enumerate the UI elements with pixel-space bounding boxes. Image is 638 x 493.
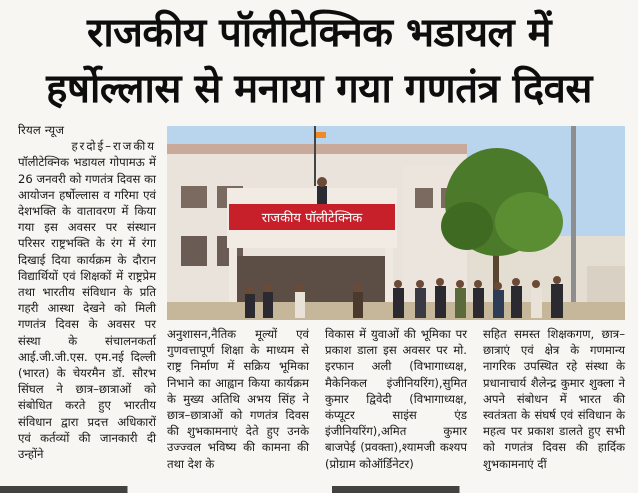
article-column-2: अनुशासन,नैतिक मूल्यों एवं गुणवत्तापूर्ण शिक्षा के माध्यम से राष्ट्र निर्माण में सक्रिय भूमिका निभाने का आह्वान किया कार्यक्रम के मुख्य अतिथि अभय सिंह ने छात्र–छात्राओं को गणतंत्र दिवस की शुभकामनाएं देते हुए उनके उज्ज्वल भविष्य की कामना की तथा देश के (167, 327, 309, 471)
headline-line-1: राजकीय पॉलीटेक्निक भडायल में (87, 10, 551, 56)
column-1-body: पॉलीटेक्निक भडायल गोपामऊ में 26 जनवरी को गणतंत्र दिवस का आयोजन हर्षोल्लास व गरिमा एवं देशभक्ति के वातावरण में किया गया इस अवसर पर संस्थान परिसर राष्ट्रभक्ति के रंग में रंगा दिखाई दिया कार्यक्रम के दौरान विद्यार्थियों एवं शिक्षकों में राष्ट्रप्रेम तथा भारतीय संविधान के प्रति गहरी आस्था देखने को मिली गणतंत्र दिवस के अवसर पर संस्था के संचालनकर्ता आई.जी.जी.एस. एम.नई दिल्ली (भारत) के चेयरमैन डॉ. सौरभ सिंघल ने छात्र–छात्राओं को संबोधित करते हुए भारतीय संविधान द्वारा प्रदत्त अधिकारों एवं कर्तव्यों की जानकारी दी उन्होंने (18, 155, 156, 462)
building-sign-text: राजकीय पॉलीटेक्निक (261, 211, 363, 226)
headline-line-2: हर्षोल्लास से मनाया गया गणतंत्र दिवस (46, 66, 592, 112)
event-photo (167, 126, 625, 320)
article-column-3: विकास में युवाओं की भूमिका पर प्रकाश डाला इस अवसर पर मो. इरफान अली (विभागाध्यक्ष, मैकेनिकल इंजीनियरिंग),सुमित कुमार द्विवेदी (विभागाध्यक्ष, कंप्यूटर साइंस एंड इंजीनियरिंग),अमित कुमार बाजपेई (प्रवक्ता),श्यामजी कश्यप (प्रोग्राम कोऑर्डिनेटर) (325, 327, 467, 471)
next-headline-fragment (0, 486, 638, 493)
dateline: हरदोई–राजकीय (71, 139, 156, 154)
article-column-1 (18, 122, 156, 462)
byline: रियल न्यूज (18, 123, 65, 137)
article-column-4: सहित समस्त शिक्षकगण, छात्र–छात्राएं एवं क्षेत्र के गणमान्य नागरिक उपस्थित रहे संस्था के प्रधानाचार्य शैलेन्द्र कुमार शुक्ला ने अपने संबोधन में भारत की स्वतंत्रता के संघर्ष एवं संविधान के महत्व पर प्रकाश डालते हुए सभी को गणतंत्र दिवस की हार्दिक शुभकामनाएं दीं (483, 327, 625, 471)
